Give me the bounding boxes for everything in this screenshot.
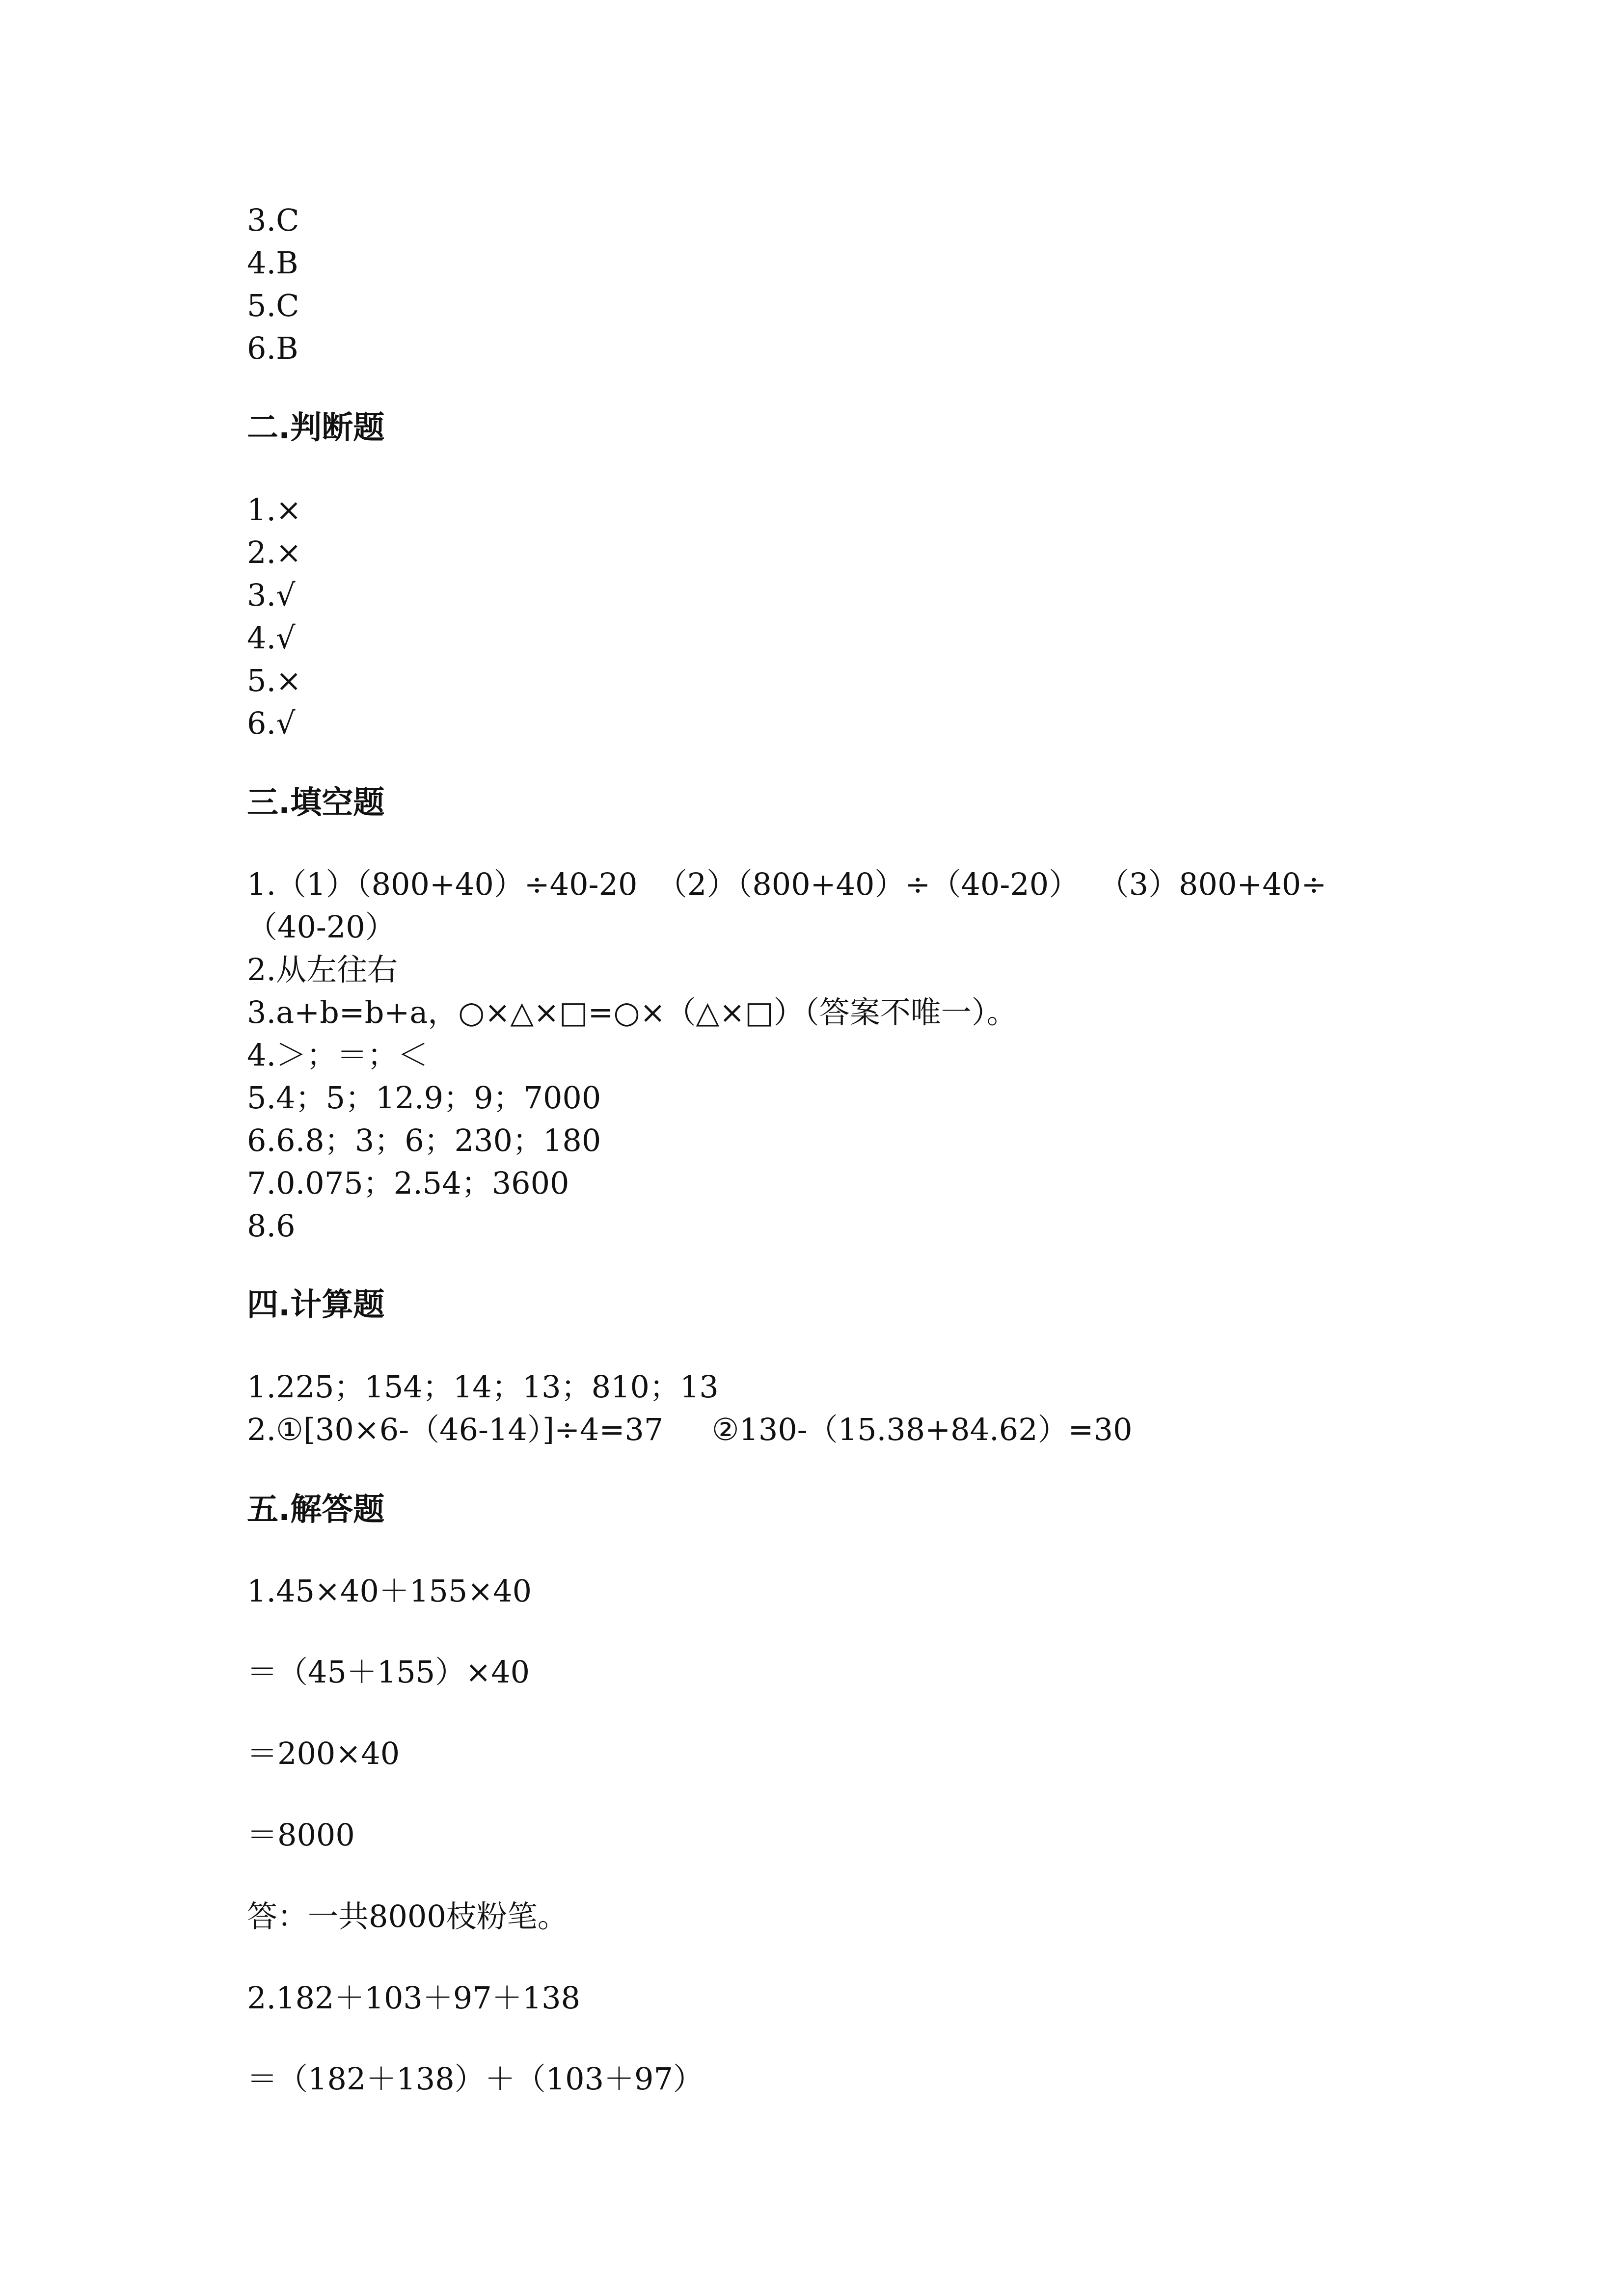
section-heading: 四.计算题 [247,1287,385,1323]
answer-line: 4.＞；＝；＜ [247,1037,429,1073]
answer-line: 5.4；5；12.9；9；7000 [247,1080,601,1116]
answer-line: 6.√ [247,705,296,741]
answer-line: 1.× [247,492,302,528]
answer-line: ＝（45＋155）×40 [247,1654,530,1690]
answer-line: 2.①[30×6-（46-14）]÷4=37 ②130-（15.38+84.62）=30 [247,1412,1133,1447]
answer-line: 2.从左往右 [247,952,398,988]
section-heading: 三.填空题 [247,785,385,821]
answer-line: 4.√ [247,620,296,656]
answer-line: 6.B [247,330,298,366]
section-heading: 二.判断题 [247,410,385,446]
answer-line: 3.√ [247,577,296,613]
answer-line: 6.6.8；3；6；230；180 [247,1122,601,1158]
answer-line: ＝（182＋138）＋（103＋97） [247,2061,704,2097]
answer-line: 1.（1）（800+40）÷40-20 （2）（800+40）÷（40-20） （3）800+40÷ [247,866,1327,902]
answer-line: 3.a+b=b+a，○×△×□=○×（△×□）（答案不唯一）。 [247,994,1017,1030]
answer-line: 1.225；154；14；13；810；13 [247,1369,719,1405]
answer-line: 7.0.075；2.54；3600 [247,1165,569,1201]
answer-line: 8.6 [247,1208,296,1244]
answer-line: 答：一共8000枝粉笔。 [247,1898,568,1934]
answer-line: ＝200×40 [247,1735,400,1771]
answer-line: 4.B [247,245,298,281]
answer-line: （40-20） [247,909,396,945]
answer-line: 2.× [247,534,302,570]
answer-line: 5.× [247,663,302,698]
answer-line: 5.C [247,288,299,323]
section-heading: 五.解答题 [247,1492,385,1528]
answer-line: 3.C [247,202,299,238]
answer-line: 1.45×40＋155×40 [247,1573,532,1609]
answer-line: 2.182＋103＋97＋138 [247,1980,581,2016]
answer-line: ＝8000 [247,1817,355,1853]
